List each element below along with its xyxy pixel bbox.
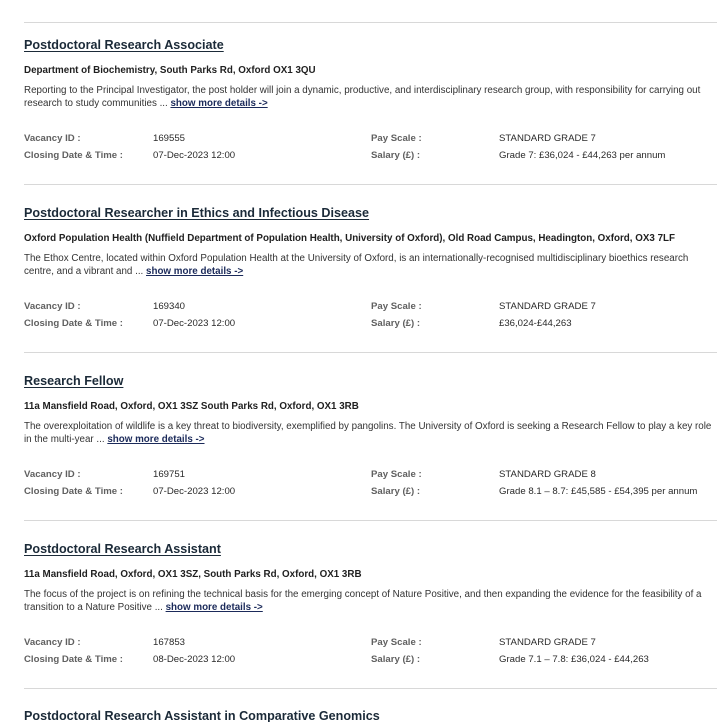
closing-date-value: 07-Dec-2023 12:00 [153, 318, 236, 329]
pay-scale-label: Pay Scale : [371, 301, 422, 312]
pay-scale-value: STANDARD GRADE 7 [499, 301, 596, 312]
job-description [24, 420, 717, 446]
job-title-link[interactable]: Postdoctoral Research Associate [24, 38, 224, 52]
job-title-link[interactable]: Postdoctoral Research Assistant in Comparative Genomics [24, 709, 380, 722]
vacancy-id-value: 167853 [153, 637, 186, 648]
job-description [24, 588, 717, 614]
closing-date-label: Closing Date & Time : [24, 150, 123, 161]
job-address: Department of Biochemistry, South Parks Rd, Oxford OX1 3QU [24, 65, 316, 76]
salary-label: Salary (£) : [371, 150, 421, 161]
closing-date-label: Closing Date & Time : [24, 486, 123, 497]
job-title-link[interactable]: Postdoctoral Research Assistant [24, 542, 221, 556]
divider [24, 184, 717, 185]
salary-value: Grade 7.1 – 7.8: £36,024 - £44,263 [499, 654, 649, 665]
job-description-text: Reporting to the Principal Investigator, the post holder will join a dynamic, productive, and interdisciplinary research group, with responsibility for carrying out research to study communities ... [24, 85, 701, 109]
closing-date-label: Closing Date & Time : [24, 654, 123, 665]
pay-scale-value: STANDARD GRADE 8 [499, 469, 596, 480]
divider [24, 688, 717, 689]
vacancy-id-label: Vacancy ID : [24, 133, 81, 144]
job-address: 11a Mansfield Road, Oxford, OX1 3SZ South Parks Rd, Oxford, OX1 3RB [24, 401, 359, 412]
show-more-details-link[interactable]: show more details -> [170, 98, 268, 109]
job-title-link[interactable]: Postdoctoral Researcher in Ethics and Infectious Disease [24, 206, 370, 220]
divider [24, 520, 717, 521]
job-description-text: The Ethox Centre, located within Oxford Population Health at the University of Oxford, is an internationally-recognised multidisciplinary bioethics research centre, and a vibrant and ... [24, 253, 689, 277]
vacancy-id-label: Vacancy ID : [24, 301, 81, 312]
pay-scale-label: Pay Scale : [371, 469, 422, 480]
pay-scale-value: STANDARD GRADE 7 [499, 133, 596, 144]
salary-label: Salary (£) : [371, 318, 421, 329]
job-description [24, 252, 717, 278]
vacancy-id-value: 169751 [153, 469, 186, 480]
salary-value: Grade 7: £36,024 - £44,263 per annum [499, 150, 666, 161]
divider [24, 352, 717, 353]
job-description-text: The overexploitation of wildlife is a key threat to biodiversity, exemplified by pangolins. The University of Oxford is seeking a Research Fellow to play a key role in the multi-year ... [24, 421, 712, 445]
job-description-text: The focus of the project is on refining the technical basis for the emerging concept of Nature Positive, and then expanding the evidence for the feasibility of a transition to a Nature Positive ... [24, 589, 702, 613]
pay-scale-label: Pay Scale : [371, 133, 422, 144]
pay-scale-label: Pay Scale : [371, 637, 422, 648]
closing-date-label: Closing Date & Time : [24, 318, 123, 329]
job-address: Oxford Population Health (Nuffield Department of Population Health, University of Oxford), Old Road Campus, Headington, Oxford, OX3 7LF [24, 233, 675, 244]
vacancy-id-value: 169555 [153, 133, 186, 144]
job-description [24, 84, 717, 110]
show-more-details-link[interactable]: show more details -> [146, 266, 244, 277]
show-more-details-link[interactable]: show more details -> [107, 434, 205, 445]
vacancy-id-label: Vacancy ID : [24, 637, 81, 648]
pay-scale-value: STANDARD GRADE 7 [499, 637, 596, 648]
salary-label: Salary (£) : [371, 486, 421, 497]
job-address: 11a Mansfield Road, Oxford, OX1 3SZ, South Parks Rd, Oxford, OX1 3RB [24, 569, 362, 580]
salary-label: Salary (£) : [371, 654, 421, 665]
closing-date-value: 08-Dec-2023 12:00 [153, 654, 236, 665]
divider [24, 22, 717, 23]
show-more-details-link[interactable]: show more details -> [165, 602, 263, 613]
closing-date-value: 07-Dec-2023 12:00 [153, 486, 236, 497]
job-title-link[interactable]: Research Fellow [24, 374, 124, 388]
salary-value: Grade 8.1 – 8.7: £45,585 - £54,395 per annum [499, 486, 698, 497]
closing-date-value: 07-Dec-2023 12:00 [153, 150, 236, 161]
vacancy-id-value: 169340 [153, 301, 186, 312]
vacancy-id-label: Vacancy ID : [24, 469, 81, 480]
salary-value: £36,024-£44,263 [499, 318, 572, 329]
